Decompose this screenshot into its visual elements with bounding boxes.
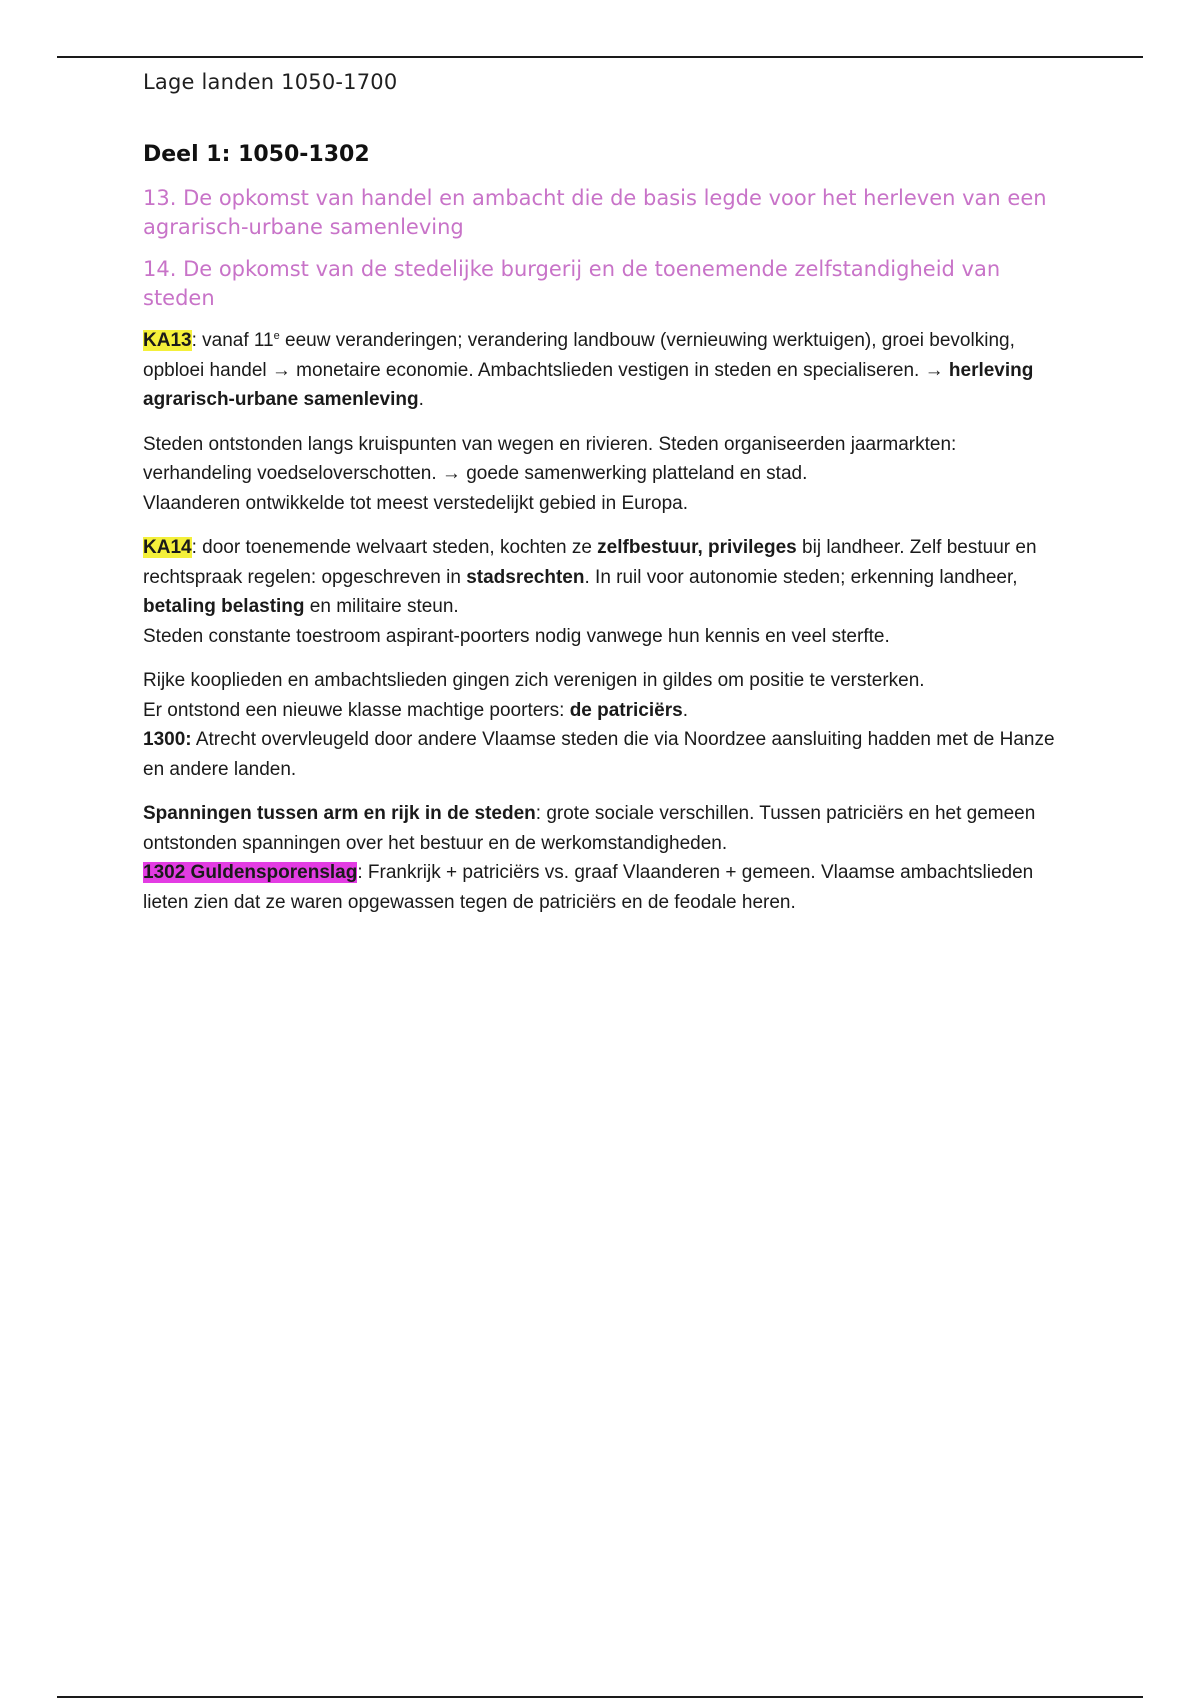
top-rule (57, 56, 1143, 58)
text-line (143, 696, 1063, 726)
bold-text: betaling belasting (143, 596, 305, 617)
paragraph-gildes (143, 666, 1063, 784)
page-header: Lage landen 1050-1700 (143, 70, 398, 94)
text-line (143, 799, 1063, 858)
bold-text: stadsrechten (466, 566, 585, 588)
arrow-icon: → (441, 463, 461, 484)
text: goede samenwerking platteland en stad. (460, 463, 808, 484)
text: en militaire steun. (304, 596, 459, 617)
paragraph-steden (143, 430, 1063, 519)
text-line (143, 533, 1063, 622)
text-line (143, 430, 1063, 489)
text: monetaire economie. Ambachtslieden vestigen in steden en specialiseren. (290, 359, 925, 381)
text: . (418, 389, 424, 410)
part-title: Deel 1: 1050-1302 (143, 142, 370, 167)
ka13-label: KA13 (143, 330, 192, 351)
arrow-icon: → (271, 359, 291, 381)
bold-text: 1300: (143, 729, 192, 750)
text-line: Rijke kooplieden en ambachtslieden gingen zich verenigen in gildes om positie te versterken. (143, 670, 925, 691)
text-line: Vlaanderen ontwikkelde tot meest verstedelijkt gebied in Europa. (143, 492, 688, 514)
guldensporenslag-label: 1302 Guldensporenslag (143, 862, 358, 883)
text: : grote sociale verschillen. Tussen patriciërs en het gemeen ontstonden spanningen over het bestuur en de werkomstandigheden. (143, 803, 1036, 854)
text: eeuw veranderingen; verandering landbouw (vernieuwing werktuigen), groei bevolking, opbloei handel (143, 330, 1015, 381)
paragraph-ka14 (143, 533, 1063, 651)
ka13-title: 13. De opkomst van handel en ambacht die de basis legde voor het herleven van een agrarisch-urbane samenleving (143, 186, 1047, 239)
paragraph-spanningen (143, 799, 1063, 917)
ka14-label: KA14 (143, 537, 192, 558)
superscript: e (273, 330, 280, 342)
text: Atrecht overvleugeld door andere Vlaamse steden die via Noordzee aansluiting hadden met de Hanze en andere landen. (143, 729, 1055, 780)
text: . (682, 699, 688, 721)
arrow-icon: → (924, 359, 944, 381)
ka14-title: 14. De opkomst van de stedelijke burgerij en de toenemende zelfstandigheid van steden (143, 257, 1001, 310)
bold-text: Spanningen tussen arm en rijk in de steden (143, 803, 536, 824)
text: Er ontstond een nieuwe klasse machtige poorters: (143, 699, 570, 721)
bold-text: herleving agrarisch-urbane samenleving (143, 359, 1034, 410)
text: : vanaf 11 (191, 330, 274, 351)
paragraph-ka13 (143, 326, 1063, 415)
text: : door toenemende welvaart steden, kochten ze (191, 537, 598, 558)
document-body (143, 140, 1063, 932)
text: : Frankrijk + patriciërs vs. graaf Vlaanderen + gemeen. Vlaamse ambachtslieden lieten zien dat ze waren opgewassen tegen de patriciërs en de feodale heren. (143, 862, 1034, 913)
bold-text: zelfbestuur, privileges (597, 537, 797, 558)
text-line (143, 725, 1063, 784)
text-line: Steden constante toestroom aspirant-poorters nodig vanwege hun kennis en veel sterfte. (143, 625, 890, 647)
bottom-rule (57, 1696, 1143, 1698)
text: . In ruil voor autonomie steden; erkenning landheer, (584, 566, 1018, 588)
text: bij landheer. Zelf bestuur en rechtspraak regelen: opgeschreven in (143, 537, 1037, 588)
bold-text: de patriciërs (569, 699, 683, 721)
text-line (143, 858, 1063, 917)
text: Steden ontstonden langs kruispunten van wegen en rivieren. Steden organiseerden jaarmarkten: verhandeling voedseloverschotten. (143, 433, 957, 484)
